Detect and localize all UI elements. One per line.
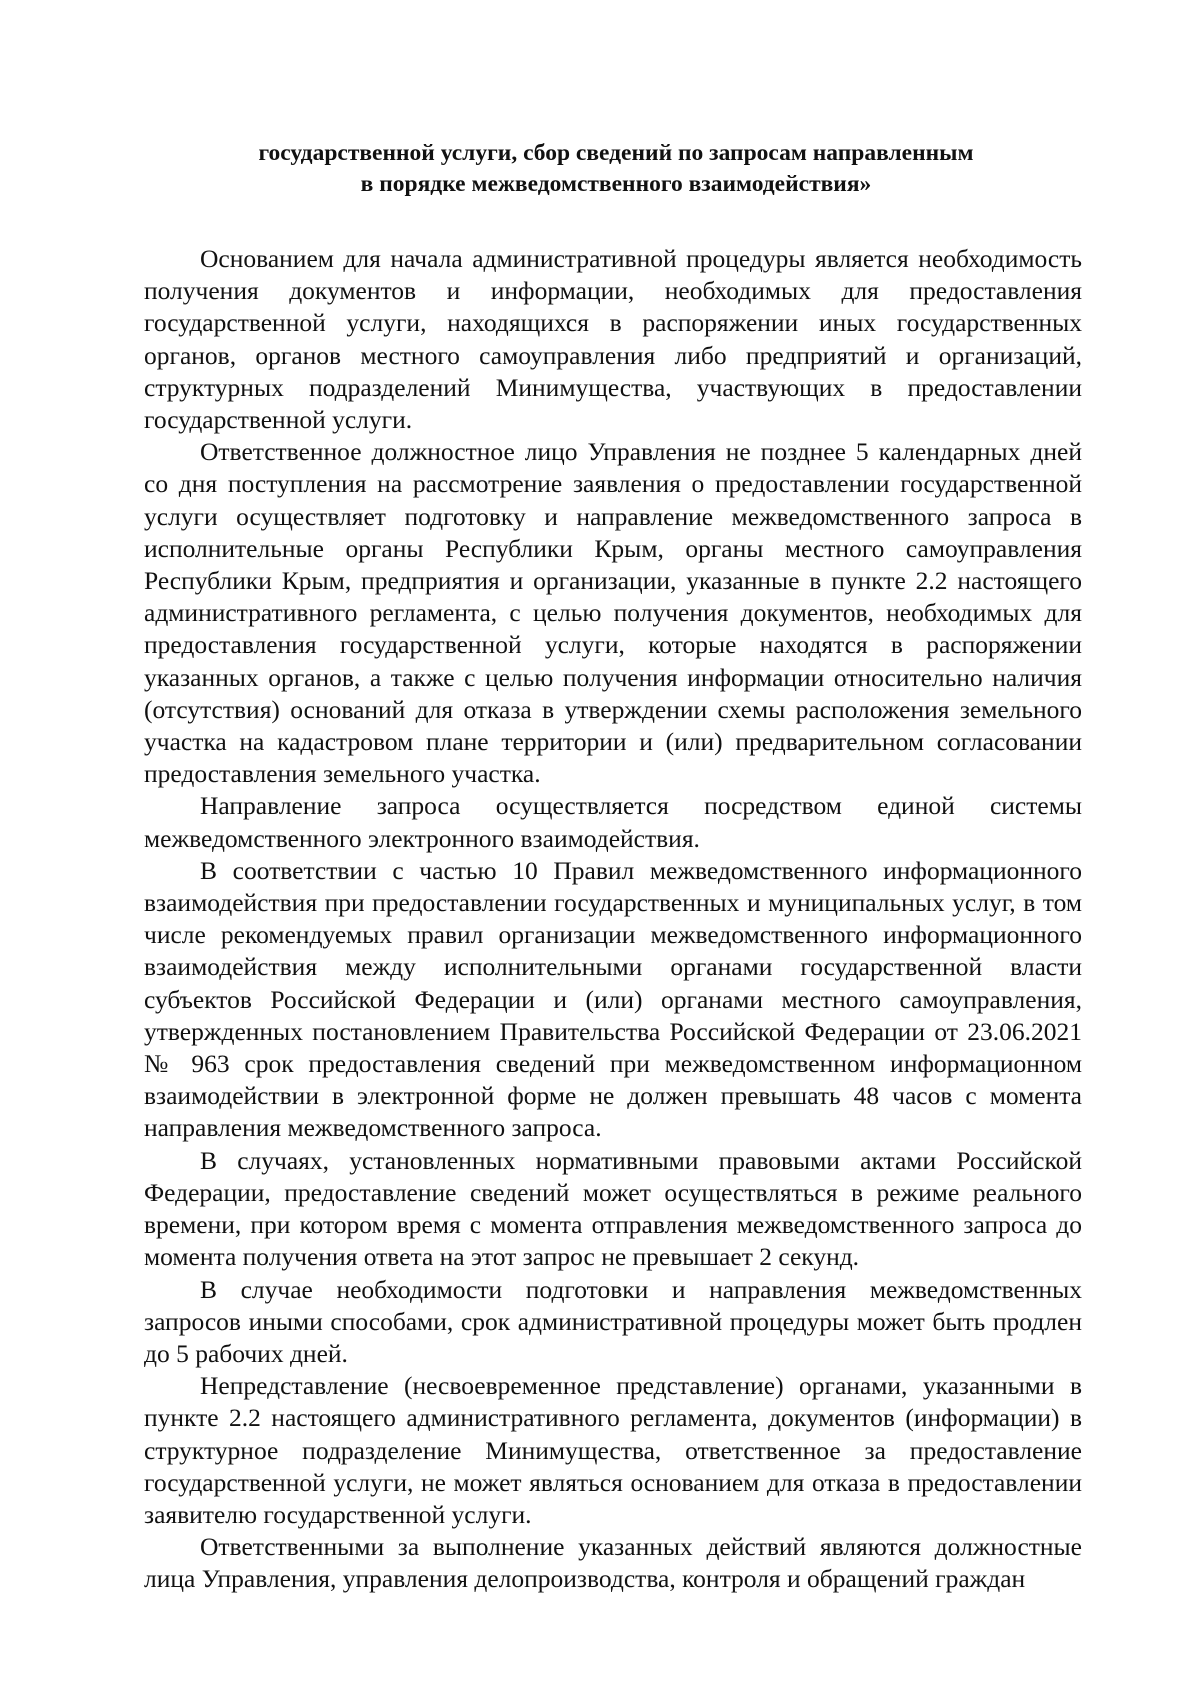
paragraph-non-submission: Непредставление (несвоевременное представление) органами, указанными в пункте 2.2 настоящего административного регламента, документов (информации) в структурное подразделение Минимущества, ответственное за предоставление государственной услуги, не может являться основанием для отказа в предоставлении заявителю государственной услуги. <box>144 1371 1082 1529</box>
paragraph-responsible-persons: Ответственными за выполнение указанных действий являются должностные лица Управления, управления делопроизводства, контроля и обращений граждан <box>144 1532 1082 1594</box>
document-body <box>144 243 1082 1596</box>
paragraph-real-time: В случаях, установленных нормативными правовыми актами Российской Федерации, предоставление сведений может осуществляться в режиме реального времени, при котором время с момента отправления межведомственного запроса до момента получения ответа на этот запрос не превышает 2 секунд. <box>144 1145 1082 1272</box>
heading-line-1: государственной услуги, сбор сведений по запросам направленным <box>258 140 974 166</box>
section-heading <box>144 138 1082 200</box>
heading-line-2: в порядке межведомственного взаимодействия» <box>360 171 872 197</box>
paragraph-responsible-officer: Ответственное должностное лицо Управления не позднее 5 календарных дней со дня поступления на рассмотрение заявления о предоставлении государственной услуги осуществляет подготовку и направление межведомственного запроса в исполнительные органы Республики Крым, органы местного самоуправления Республики Крым, предприятия и организации, указанные в пункте 2.2 настоящего административного регламента, с целью получения документов, необходимых для предоставления государственной услуги, которые находятся в распоряжении указанных органов, а также с целью получения информации относительно наличия (отсутствия) оснований для отказа в утверждении схемы расположения земельного участка на кадастровом плане территории и (или) предварительном согласовании предоставления земельного участка. <box>144 437 1082 789</box>
paragraph-basis: Основанием для начала административной процедуры является необходимость получения документов и информации, необходимых для предоставления государственной услуги, находящихся в распоряжении иных государственных органов, органов местного самоуправления либо предприятий и организаций, структурных подразделений Минимущества, участвующих в предоставлении государственной услуги. <box>144 244 1082 435</box>
paragraph-request-channel: Направление запроса осуществляется посредством единой системы межведомственного электронного взаимодействия. <box>144 791 1082 853</box>
paragraph-extension: В случае необходимости подготовки и направления межведомственных запросов иными способами, срок административной процедуры может быть продлен до 5 рабочих дней. <box>144 1274 1082 1368</box>
paragraph-rules-reference: В соответствии с частью 10 Правил межведомственного информационного взаимодействия при предоставлении государственных и муниципальных услуг, в том числе рекомендуемых правил организации межведомственного информационного взаимодействия между исполнительными органами государственной власти субъектов Российской Федерации и (или) органами местного самоуправления, утвержденных постановлением Правительства Российской Федерации от 23.06.2021 № 963 срок предоставления сведений при межведомственном информационном взаимодействии в электронной форме не должен превышать 48 часов с момента направления межведомственного запроса. <box>144 855 1082 1143</box>
